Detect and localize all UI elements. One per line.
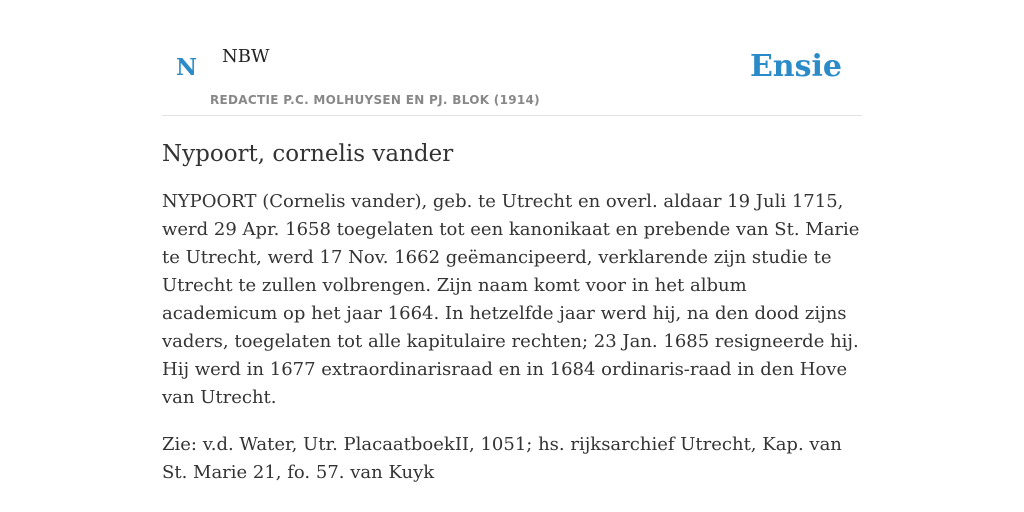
source-header bbox=[162, 30, 862, 116]
entry-title: Nypoort, cornelis vander bbox=[162, 141, 454, 167]
ensie-logo-link[interactable]: Ensie bbox=[749, 49, 842, 84]
entry-sources-text: Zie: v.d. Water, Utr. PlacaatboekII, 1051; hs. rijksarchief Utrecht, Kap. van St. Marie 21, fo. 57. van Kuyk bbox=[162, 434, 842, 483]
entry-body-text: NYPOORT (Cornelis vander), geb. te Utrecht en overl. aldaar 19 Juli 1715, werd 29 Apr. 1658 toegelaten tot een kanonikaat en prebende van St. Marie te Utrecht, werd 17 Nov. 1662 geëmancipeerd, verklarende zijn studie te Utrecht te zullen volbrengen. Zijn naam komt voor in het album academicum op het jaar 1664. In hetzelfde jaar werd hij, na den dood zijns vaders, toegelaten tot alle kapitulaire rechten; 23 Jan. 1685 resigneerde hij. Hij werd in 1677 extraordinarisraad en in 1684 ordinaris-raad in den Hove van Utrecht. bbox=[162, 191, 860, 408]
source-name-link[interactable]: NBW bbox=[222, 46, 270, 67]
source-subtitle: REDACTIE P.C. MOLHUYSEN EN PJ. BLOK (1914) bbox=[210, 93, 540, 107]
source-logo-icon[interactable]: N bbox=[176, 54, 198, 81]
entry-content bbox=[162, 138, 862, 487]
